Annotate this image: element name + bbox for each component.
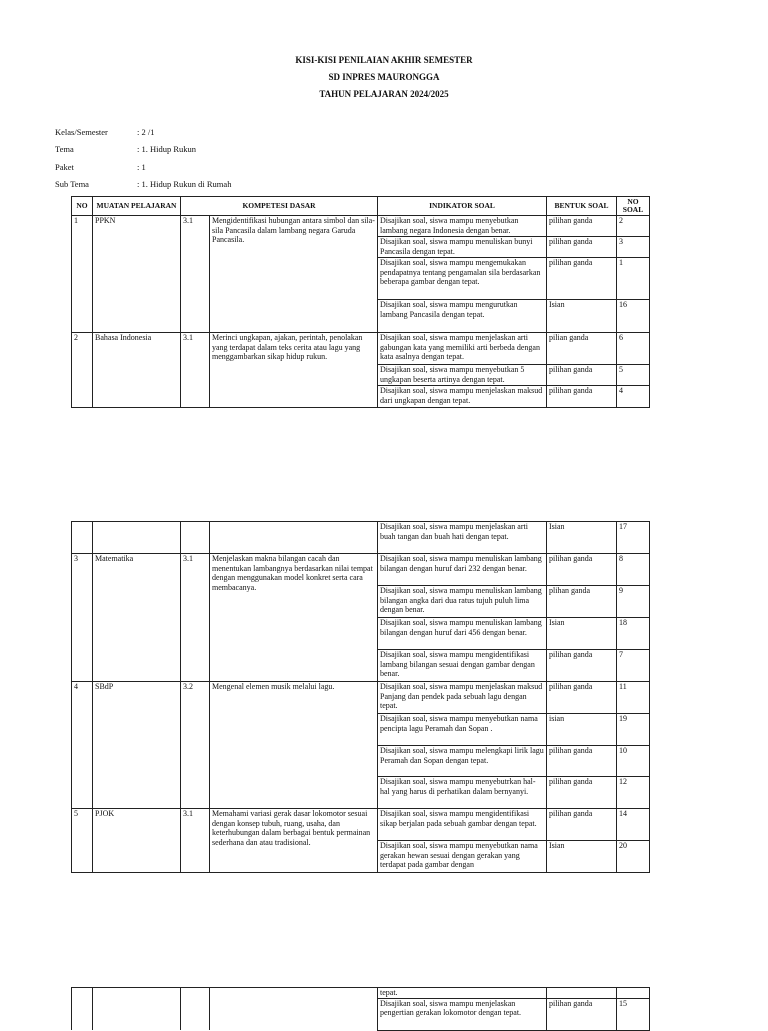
- row-nosoal: 9: [617, 586, 650, 618]
- row-nosoal: 15: [617, 998, 650, 1030]
- row-subject: Bahasa Indonesia: [93, 333, 181, 408]
- row-subject: Matematika: [93, 554, 181, 682]
- row-no: 1: [72, 216, 93, 333]
- row-kd: [210, 522, 378, 554]
- row-bentuk: Isian: [547, 300, 617, 333]
- table-row: [72, 333, 650, 365]
- meta-kelas: [55, 127, 154, 137]
- row-indikator: Disajikan soal, siswa mampu menjelaskan maksud dari ungkapan dengan tepat.: [378, 386, 547, 408]
- row-bentuk: pilihan ganda: [547, 216, 617, 237]
- meta-value: : 1. Hidup Rukun: [137, 144, 197, 154]
- row-indikator: Disajikan soal, siswa mampu mengidentifikasi lambang bilangan sesuai dengan gambar dengan benar.: [378, 650, 547, 682]
- doc-title-line2: SD INPRES MAURONGGA: [328, 72, 440, 82]
- row-indikator: Disajikan soal, siswa mampu menuliskan lambang bilangan dengan huruf dari 232 dengan benar.: [378, 554, 547, 586]
- row-nosoal: 10: [617, 746, 650, 777]
- row-indikator: Disajikan soal, siswa mampu menjelaskan arti gabungan kata yang memiliki arti berbeda dengan kata asalnya dengan tepat.: [378, 333, 547, 365]
- row-bentuk: pilihan ganda: [547, 237, 617, 258]
- row-subject: PJOK: [93, 809, 181, 873]
- row-bentuk: isian: [547, 714, 617, 746]
- row-indikator: Disajikan soal, siswa mampu menuliskan lambang bilangan angka dari dua ratus tujuh puluh lima dengan benar.: [378, 586, 547, 618]
- row-no: 4: [72, 682, 93, 809]
- col-header-kd: KOMPETESI DASAR: [181, 197, 378, 216]
- col-header-indikator: INDIKATOR SOAL: [378, 197, 547, 216]
- doc-title-line1: KISI-KISI PENILAIAN AKHIR SEMESTER: [295, 55, 473, 65]
- row-bentuk: pilihan ganda: [547, 258, 617, 300]
- meta-value: : 2 /1: [137, 127, 155, 137]
- meta-paket: [55, 162, 146, 172]
- kisi-table-page2: [71, 521, 650, 873]
- row-kd: Merinci ungkapan, ajakan, perintah, penolakan yang terdapat dalam teks cerita atau lagu yang menggambarkan sikap hidup rukun.: [210, 333, 378, 408]
- row-nosoal: 8: [617, 554, 650, 586]
- row-no: 5: [72, 809, 93, 873]
- row-indikator: Disajikan soal, siswa mampu menuliskan bunyi Pancasila dengan tepat.: [378, 237, 547, 258]
- row-bentuk: Isian: [547, 618, 617, 650]
- row-bentuk: pilihan ganda: [547, 998, 617, 1030]
- row-nosoal: 16: [617, 300, 650, 333]
- col-header-subject: MUATAN PELAJARAN: [93, 197, 181, 216]
- row-indikator: Disajikan soal, siswa mampu mengidentifikasi sikap berjalan pada sebuah gambar dengan tepat.: [378, 809, 547, 841]
- table-row: [72, 809, 650, 841]
- row-no: 2: [72, 333, 93, 408]
- kisi-table-page1: [71, 196, 650, 408]
- row-indikator: Disajikan soal, siswa mampu menyebutkan 5 ungkapan beserta artinya dengan tepat.: [378, 365, 547, 386]
- row-indikator: Disajikan soal, siswa mampu menyebutkan nama gerakan hewan sesuai dengan gerakan yang terdapat pada gambar dengan: [378, 841, 547, 873]
- row-kd: Mengenal elemen musik melalui lagu.: [210, 682, 378, 809]
- row-indikator: Disajikan soal, siswa mampu menuliskan lambang bilangan dengan huruf dari 456 dengan benar.: [378, 618, 547, 650]
- row-bentuk: pilian ganda: [547, 333, 617, 365]
- row-nosoal: 3: [617, 237, 650, 258]
- row-indikator: Disajikan soal, siswa mampu menjelaskan arti buah tangan dan buah hati dengan tepat.: [378, 522, 547, 554]
- row-indikator: Disajikan soal, siswa mampu menyebutkan nama pencipta lagu Peramah dan Sopan .: [378, 714, 547, 746]
- row-subject: PPKN: [93, 216, 181, 333]
- row-kd-number: 3.1: [181, 554, 210, 682]
- meta-label: Paket: [55, 162, 74, 172]
- row-indikator: Disajikan soal, siswa mampu menyebutkan lambang negara Indonesia dengan benar.: [378, 216, 547, 237]
- row-bentuk: [547, 988, 617, 999]
- row-bentuk: Isian: [547, 522, 617, 554]
- row-bentuk: pilihan ganda: [547, 365, 617, 386]
- row-no: 3: [72, 554, 93, 682]
- row-nosoal: 4: [617, 386, 650, 408]
- row-nosoal: 2: [617, 216, 650, 237]
- row-kd-number: 3.1: [181, 216, 210, 333]
- meta-label: Kelas/Semester: [55, 127, 108, 137]
- table-row: [72, 988, 650, 999]
- meta-label: Tema: [55, 144, 74, 154]
- col-header-no: NO: [72, 197, 93, 216]
- col-header-bentuk: BENTUK SOAL: [547, 197, 617, 216]
- table-row: [72, 682, 650, 714]
- row-kd: Mengidentifikasi hubungan antara simbol dan sila-sila Pancasila dalam lambang negara Garuda Pancasila.: [210, 216, 378, 333]
- meta-subtema: [55, 179, 231, 189]
- row-kd-number: [181, 522, 210, 554]
- row-bentuk: pilihan ganda: [547, 386, 617, 408]
- table-row: [72, 522, 650, 554]
- row-kd-number: 3.1: [181, 809, 210, 873]
- row-bentuk: pilihan ganda: [547, 777, 617, 809]
- row-nosoal: 6: [617, 333, 650, 365]
- row-bentuk: pilihan ganda: [547, 809, 617, 841]
- row-subject: [93, 522, 181, 554]
- row-nosoal: 20: [617, 841, 650, 873]
- meta-value: : 1: [137, 162, 146, 172]
- row-nosoal: 5: [617, 365, 650, 386]
- meta-label: Sub Tema: [55, 179, 89, 189]
- row-indikator: Disajikan soal, siswa mampu melengkapi lirik lagu Peramah dan Sopan dengan tepat.: [378, 746, 547, 777]
- row-bentuk: pilihan ganda: [547, 554, 617, 586]
- meta-value: : 1. Hidup Rukun di Rumah: [137, 179, 232, 189]
- row-nosoal: 17: [617, 522, 650, 554]
- row-indikator: Disajikan soal, siswa mampu mengurutkan lambang Pancasila dengan tepat.: [378, 300, 547, 333]
- table-row: [72, 216, 650, 237]
- col-header-nosoal: NO SOAL: [617, 197, 650, 216]
- row-indikator: tepat.: [378, 988, 547, 999]
- meta-tema: [55, 144, 196, 154]
- row-nosoal: 19: [617, 714, 650, 746]
- row-indikator: Disajikan soal, siswa mampu menjelaskan pengertian gerakan lokomotor dengan tepat.: [378, 998, 547, 1030]
- row-subject: SBdP: [93, 682, 181, 809]
- row-bentuk: pilihan ganda: [547, 650, 617, 682]
- row-bentuk: Isian: [547, 841, 617, 873]
- row-kd: Memahami variasi gerak dasar lokomotor sesuai dengan konsep tubuh, ruang, usaha, dan keterhubungan dalam berbagai bentuk permainan sederhana dan atau tradisional.: [210, 809, 378, 873]
- row-nosoal: 12: [617, 777, 650, 809]
- row-nosoal: 18: [617, 618, 650, 650]
- row-nosoal: 7: [617, 650, 650, 682]
- row-indikator: Disajikan soal, siswa mampu mengemukakan pendapatnya tentang pengamalan sila berdasarkan beberapa gambar dengan tepat.: [378, 258, 547, 300]
- row-nosoal: 1: [617, 258, 650, 300]
- doc-title-line3: TAHUN PELAJARAN 2024/2025: [319, 89, 449, 99]
- row-no: [72, 522, 93, 554]
- row-indikator: Disajikan soal, siswa mampu menyebutrkan hal- hal yang harus di perhatikan dalam bernyanyi.: [378, 777, 547, 809]
- row-bentuk: plihan ganda: [547, 586, 617, 618]
- row-kd-number: 3.1: [181, 333, 210, 408]
- row-nosoal: [617, 988, 650, 999]
- row-bentuk: pilihan ganda: [547, 682, 617, 714]
- table-header-row: [72, 197, 650, 216]
- row-indikator: Disajikan soal, siswa mampu menjelaskan maksud Panjang dan pendek pada sebuah lagu dengan tepat.: [378, 682, 547, 714]
- row-bentuk: pilihan ganda: [547, 746, 617, 777]
- row-nosoal: 14: [617, 809, 650, 841]
- row-kd-number: 3.2: [181, 682, 210, 809]
- row-nosoal: 11: [617, 682, 650, 714]
- table-row: [72, 554, 650, 586]
- row-kd: Menjelaskan makna bilangan cacah dan menentukan lambangnya berdasarkan nilai tempat dengan menggunakan model konkret serta cara membacanya.: [210, 554, 378, 682]
